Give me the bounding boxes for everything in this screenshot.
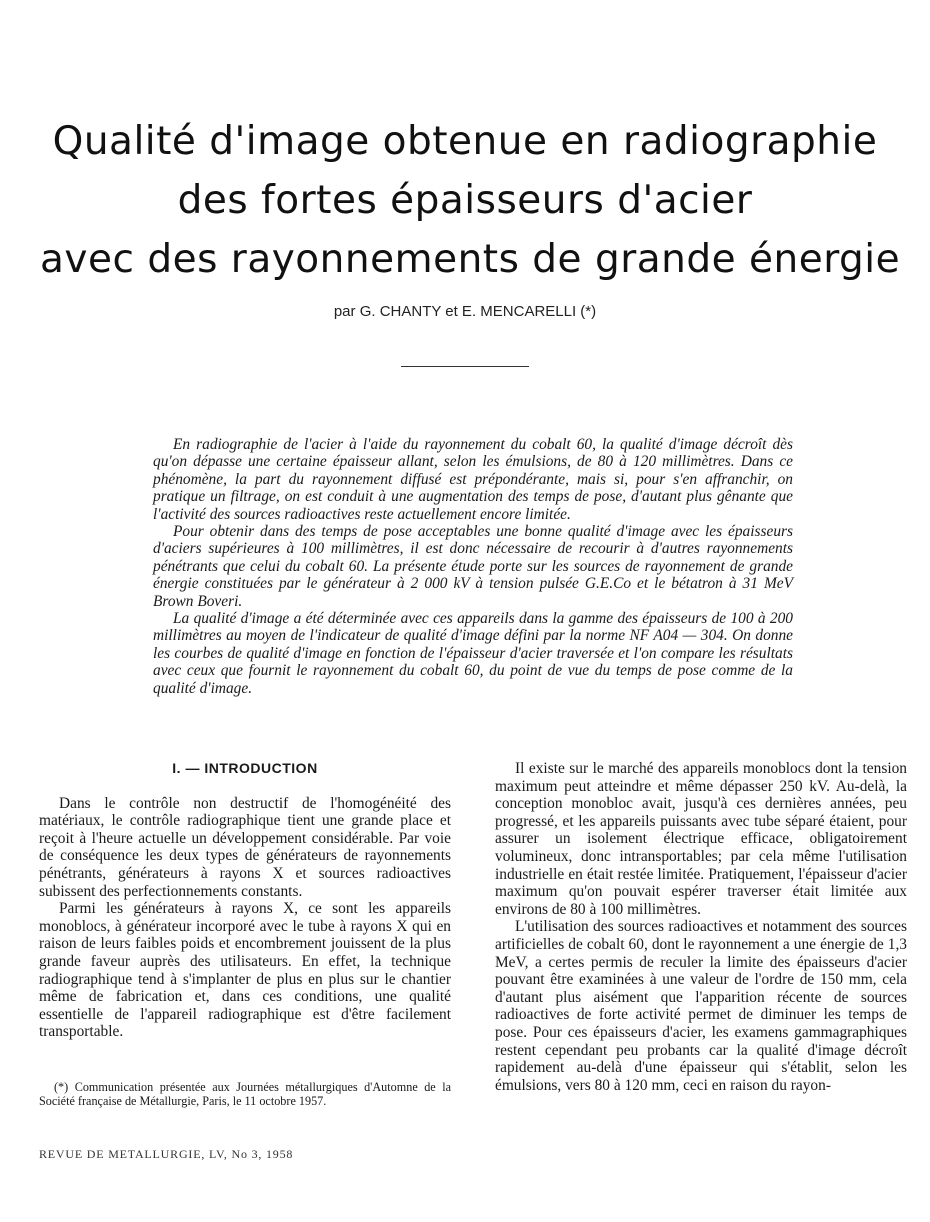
body-paragraph: Parmi les générateurs à rayons X, ce sont les appareils monoblocs, à générateur incorporé avec le tube à rayons X qui en raison de leurs faibles poids et encombrement jouissent de la plus grande faveur auprès des utilisateurs. En effet, la technique radiographique tend à s'implanter de plus en plus sur le chantier même de fabrication et, dans ces conditions, une qualité essentielle de l'appareil radiographique est d'être facilement transportable. <box>39 900 451 1041</box>
footnote-text: (*) Communication présentée aux Journées métallurgiques d'Automne de la Société française de Métallurgie, Paris, le 11 octobre 1957. <box>39 1080 451 1108</box>
journal-reference: REVUE DE METALLURGIE, LV, No 3, 1958 <box>39 1147 294 1161</box>
section-heading-introduction: I. — INTRODUCTION <box>172 760 318 776</box>
footnote <box>39 1081 451 1109</box>
abstract-paragraph-2: Pour obtenir dans des temps de pose acceptables une bonne qualité d'image avec les épaisseurs d'aciers supérieures à 100 millimètres, il est donc nécessaire de recourir à d'autres rayonnements pénétrants que celui du cobalt 60. La présente étude porte sur les sources de rayonnement de grande énergie constituées par le générateur à 2 000 kV à tension pulsée G.E.Co et le bétatron à 31 MeV Brown Boveri. <box>153 523 793 610</box>
abstract-paragraph-3: La qualité d'image a été déterminée avec ces appareils dans la gamme des épaisseurs de 100 à 200 millimètres au moyen de l'indicateur de qualité d'image défini par la norme NF A04 — 304. On donne les courbes de qualité d'image en fonction de l'épaisseur d'acier traversée et l'on compare les résultats avec ceux que fournit le rayonnement du cobalt 60, du point de vue du temps de pose comme de la qualité d'image. <box>153 610 793 697</box>
body-paragraph: L'utilisation des sources radioactives et notamment des sources artificielles de cobalt 60, dont le rayonnement a une énergie de 1,3 MeV, a certes permis de reculer la limite des épaisseurs d'acier pouvant être examinées à une valeur de l'ordre de 150 mm, cela d'autant plus aisément que l'apparition récente de sources radioactives de forte activité permet de diminuer les temps de pose. Pour ces épaisseurs d'acier, les examens gammagraphiques restent cependant peu probants car la qualité d'image décroît rapidement au-delà d'une épaisseur qui s'établit, selon les émulsions, vers 80 à 120 mm, ceci en raison du rayon- <box>495 918 907 1094</box>
author-byline: par G. CHANTY et E. MENCARELLI (*) <box>333 303 597 320</box>
body-paragraph: Il existe sur le marché des appareils monoblocs dont la tension maximum peut atteindre et même dépasser 250 kV. Au-delà, la conception monobloc avait, jusqu'à ces dernières années, peu progressé, et les appareils puissants avec tube séparé étaient, pour assurer un isolement électrique efficace, obligatoirement volumineux, donc intransportables; par cela même l'utilisation industrielle en était restée limitée. Pratiquement, l'épaisseur d'acier maximum qu'on pouvait espérer traverser était limitée aux environs de 80 à 100 millimètres. <box>495 760 907 918</box>
article-title <box>40 112 901 289</box>
title-divider <box>401 366 529 367</box>
left-column <box>39 760 451 1041</box>
title-line-1: Qualité d'image obtenue en radiographie <box>52 119 878 164</box>
title-line-3: avec des rayonnements de grande énergie <box>40 237 901 282</box>
abstract <box>153 436 793 697</box>
title-line-2: des fortes épaisseurs d'acier <box>177 178 753 223</box>
abstract-paragraph-1: En radiographie de l'acier à l'aide du rayonnement du cobalt 60, la qualité d'image décroît dès qu'on dépasse une certaine épaisseur allant, selon les émulsions, de 80 à 120 millimètres. Dans ce phénomène, la part du rayonnement diffusé est prépondérante, mais si, pour s'en affranchir, on pratique un filtrage, on est conduit à une augmentation des temps de pose, d'autant plus gênante que l'activité des sources radioactives reste actuellement encore limitée. <box>153 436 793 523</box>
right-column <box>495 760 907 1094</box>
body-paragraph: Dans le contrôle non destructif de l'homogénéité des matériaux, le contrôle radiographique tient une grande place et reçoit à l'heure actuelle un développement considérable. Par voie de conséquence les deux types de générateurs de rayonnements pénétrants, générateurs à rayons X et sources radioactives subissent des perfectionnements constants. <box>39 794 451 900</box>
